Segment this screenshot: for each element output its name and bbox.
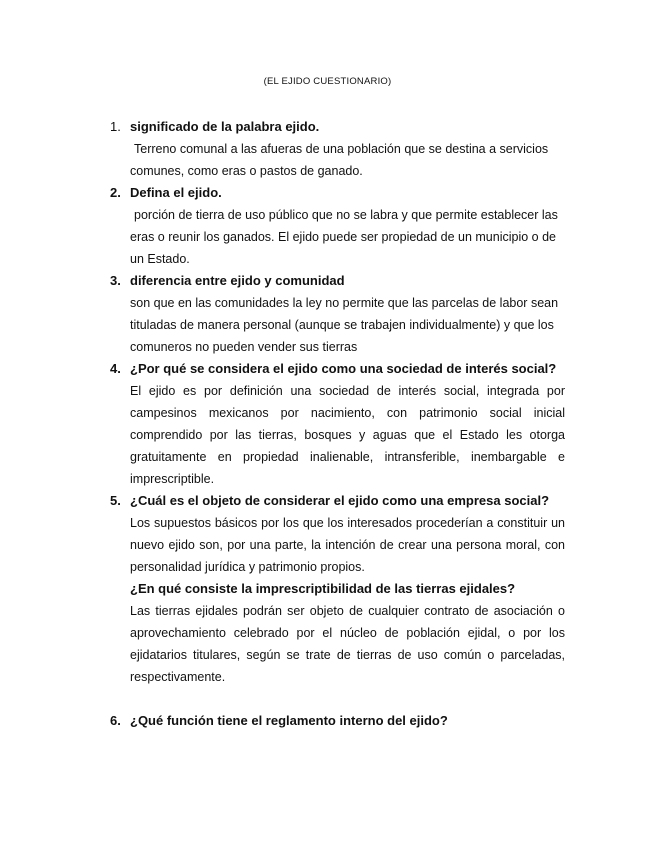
answer-5b: Las tierras ejidales podrán ser objeto de cualquier contrato de asociación o aprovechamiento celebrado por el núcleo de población ejidal, o por los ejidatarios titulares, según se trate de tierras de uso común o parceladas, respectivamente. (130, 604, 565, 684)
questionnaire (0, 116, 655, 732)
question-6 (110, 710, 565, 732)
question-number: 4. (110, 361, 121, 376)
question-text: ¿Cuál es el objeto de considerar el ejido como una empresa social? (130, 493, 550, 508)
document-title: (EL EJIDO CUESTIONARIO) (263, 76, 392, 87)
answer-4: El ejido es por definición una sociedad de interés social, integrada por campesinos mexicanos por nacimiento, con patrimonio social inicial comprendido por las tierras, bosques y aguas que el Estado les otorga gratuitamente en propiedad inalienable, intransferible, inembargable e imprescriptible. (130, 384, 565, 486)
question-text: ¿En qué consiste la imprescriptibilidad de las tierras ejidales? (130, 581, 516, 596)
answer-1: Terreno comunal a las afueras de una población que se destina a servicios comunes, como eras o pastos de ganado. (130, 142, 549, 178)
question-text: diferencia entre ejido y comunidad (130, 273, 345, 288)
question-1 (110, 116, 565, 138)
question-4 (110, 358, 565, 380)
question-text: ¿Por qué se considera el ejido como una sociedad de interés social? (130, 361, 557, 376)
question-number: 2. (110, 185, 121, 200)
answer-3: son que en las comunidades la ley no permite que las parcelas de labor sean tituladas de manera personal (aunque se trabajen individualmente) y que los comuneros no pueden vender sus tierras (130, 296, 559, 354)
question-text: ¿Qué función tiene el reglamento interno del ejido? (130, 713, 448, 728)
question-text: significado de la palabra ejido. (130, 119, 320, 134)
question-5b (130, 578, 565, 600)
question-number: 6. (110, 713, 121, 728)
answer-5: Los supuestos básicos por los que los interesados procederían a constituir un nuevo ejido son, por una parte, la intención de crear una persona moral, con personalidad jurídica y patrimonio propios. (130, 516, 565, 574)
question-2 (110, 182, 565, 204)
question-text: Defina el ejido. (130, 185, 222, 200)
spacer (0, 688, 655, 710)
question-number: 1. (110, 119, 121, 134)
question-3 (110, 270, 565, 292)
question-5 (110, 490, 565, 512)
question-number: 5. (110, 493, 121, 508)
answer-2: porción de tierra de uso público que no se labra y que permite establecer las eras o reunir los ganados. El ejido puede ser propiedad de un municipio o de un Estado. (130, 208, 558, 266)
question-number: 3. (110, 273, 121, 288)
